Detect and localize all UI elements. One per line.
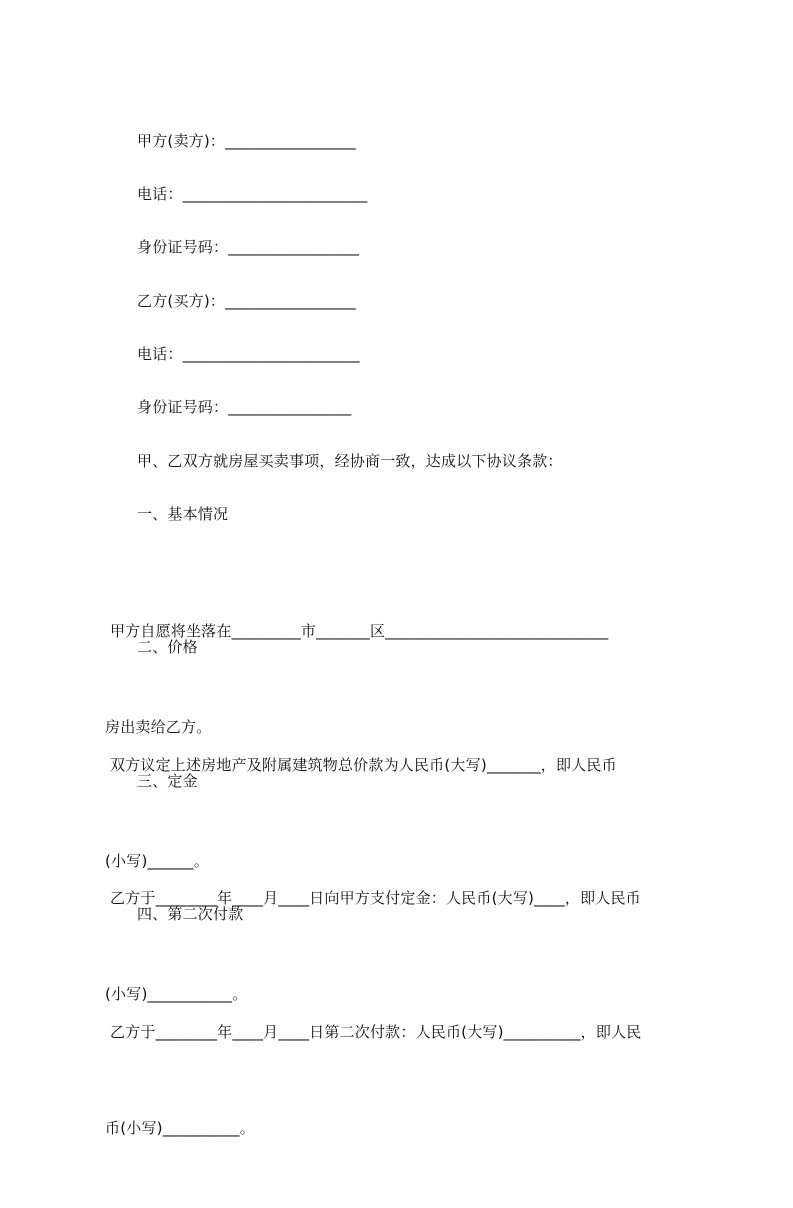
section-body-line: 币(小写)__________。 xyxy=(105,1119,255,1137)
section-body-line: (小写)______。 xyxy=(105,852,209,870)
section-heading-basic-info: 一、基本情况 xyxy=(137,505,229,523)
section-heading-price: 二、价格 xyxy=(137,638,198,656)
party-b-id-number: 身份证号码：________________ xyxy=(137,398,352,416)
party-a-label: 甲方(卖方)：_________________ xyxy=(137,132,357,150)
agreement-intro: 甲、乙双方就房屋买卖事项，经协商一致，达成以下协议条款： xyxy=(137,452,563,470)
party-b-phone: 电话：_______________________ xyxy=(137,345,360,363)
section-body-line: 乙方于________年____月____日第二次付款：人民币(大写)__________，即人民 xyxy=(105,1023,642,1041)
section-heading-second-payment: 四、第二次付款 xyxy=(137,905,244,923)
section-body-line: (小写)___________。 xyxy=(105,985,248,1003)
party-a-id-number: 身份证号码：_________________ xyxy=(137,238,360,256)
section-body-line: 双方议定上述房地产及附属建筑物总价款为人民币(大写)_______，即人民币 xyxy=(105,756,617,774)
party-b-label: 乙方(买方)：_________________ xyxy=(137,292,357,310)
party-a-phone: 电话：________________________ xyxy=(137,185,368,203)
section-body-line: 甲方自愿将坐落在_________市_______区_____________________________ xyxy=(105,622,609,640)
section-body-line: 乙方于________年____月____日向甲方支付定金：人民币(大写)____，即人民币 xyxy=(105,889,641,907)
section-body-second-payment xyxy=(105,952,705,1208)
section-heading-deposit: 三、定金 xyxy=(137,772,198,790)
section-body-line: 房出卖给乙方。 xyxy=(105,718,212,736)
